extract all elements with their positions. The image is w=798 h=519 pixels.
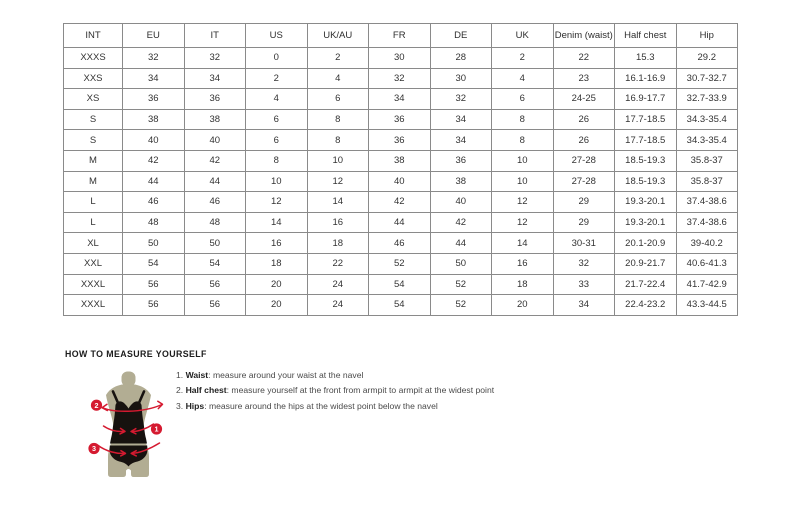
table-cell: 34 xyxy=(184,68,246,89)
table-cell: S xyxy=(64,109,123,130)
header-cell: Half chest xyxy=(615,24,677,48)
table-cell: 41.7-42.9 xyxy=(676,274,738,295)
table-cell: 40 xyxy=(369,171,431,192)
table-cell: 20 xyxy=(492,295,554,316)
table-cell: 24-25 xyxy=(553,89,615,110)
table-row xyxy=(64,274,738,295)
table-cell: XXXS xyxy=(64,48,123,69)
table-cell: 10 xyxy=(492,171,554,192)
table-cell: 54 xyxy=(369,295,431,316)
table-cell: 38 xyxy=(184,109,246,130)
table-cell: 30 xyxy=(369,48,431,69)
badge-2-label: 2 xyxy=(94,400,99,410)
table-cell: 12 xyxy=(307,171,369,192)
table-cell: 18.5-19.3 xyxy=(615,171,677,192)
table-cell: 14 xyxy=(246,212,308,233)
table-cell: 33 xyxy=(553,274,615,295)
measure-step: 3. Hips: measure around the hips at the widest point below the navel xyxy=(176,400,438,411)
table-cell: 27-28 xyxy=(553,150,615,171)
table-cell: 32 xyxy=(553,253,615,274)
table-row xyxy=(64,192,738,213)
table-cell: 54 xyxy=(184,253,246,274)
table-cell: 8 xyxy=(246,150,308,171)
table-cell: XXXL xyxy=(64,295,123,316)
table-row xyxy=(64,233,738,254)
table-cell: 26 xyxy=(553,109,615,130)
table-cell: 32 xyxy=(430,89,492,110)
header-cell: DE xyxy=(430,24,492,48)
badge-3-label: 3 xyxy=(92,444,96,454)
table-cell: 34.3-35.4 xyxy=(676,130,738,151)
table-cell: 46 xyxy=(369,233,431,254)
table-cell: 35.8-37 xyxy=(676,171,738,192)
size-table-body xyxy=(64,48,738,316)
table-cell: L xyxy=(64,212,123,233)
table-cell: 40 xyxy=(123,130,185,151)
table-row xyxy=(64,109,738,130)
table-cell: 56 xyxy=(184,274,246,295)
table-cell: 48 xyxy=(184,212,246,233)
table-cell: XXS xyxy=(64,68,123,89)
table-cell: 52 xyxy=(430,274,492,295)
table-cell: 8 xyxy=(307,130,369,151)
table-cell: 17.7-18.5 xyxy=(615,130,677,151)
table-cell: 4 xyxy=(492,68,554,89)
table-row xyxy=(64,150,738,171)
table-cell: 48 xyxy=(123,212,185,233)
table-cell: 4 xyxy=(246,89,308,110)
table-cell: 56 xyxy=(123,274,185,295)
measure-step: 2. Half chest: measure yourself at the front from armpit to armpit at the widest point xyxy=(176,385,495,396)
table-cell: S xyxy=(64,130,123,151)
header-cell: FR xyxy=(369,24,431,48)
table-cell: 46 xyxy=(184,192,246,213)
badge-1-label: 1 xyxy=(154,424,159,434)
table-row xyxy=(64,253,738,274)
table-cell: 24 xyxy=(307,274,369,295)
measure-section-title: HOW TO MEASURE YOURSELF xyxy=(65,349,207,359)
header-cell: EU xyxy=(123,24,185,48)
table-row xyxy=(64,68,738,89)
table-cell: 18 xyxy=(492,274,554,295)
table-cell: 26 xyxy=(553,130,615,151)
table-cell: 38 xyxy=(430,171,492,192)
table-cell: 34 xyxy=(123,68,185,89)
table-cell: 6 xyxy=(492,89,554,110)
table-cell: 36 xyxy=(369,130,431,151)
table-cell: 50 xyxy=(123,233,185,254)
table-cell: 42 xyxy=(123,150,185,171)
table-cell: 42 xyxy=(184,150,246,171)
table-cell: XS xyxy=(64,89,123,110)
table-cell: M xyxy=(64,150,123,171)
table-cell: L xyxy=(64,192,123,213)
measure-steps xyxy=(176,371,494,417)
table-cell: M xyxy=(64,171,123,192)
table-cell: 30.7-32.7 xyxy=(676,68,738,89)
table-cell: 10 xyxy=(492,150,554,171)
table-cell: 6 xyxy=(246,130,308,151)
table-cell: 36 xyxy=(123,89,185,110)
table-cell: 34 xyxy=(430,109,492,130)
table-cell: 37.4-38.6 xyxy=(676,192,738,213)
table-cell: 54 xyxy=(123,253,185,274)
table-cell: 16.9-17.7 xyxy=(615,89,677,110)
table-cell: 8 xyxy=(307,109,369,130)
table-cell: 38 xyxy=(369,150,431,171)
table-cell: 16 xyxy=(492,253,554,274)
table-cell: 50 xyxy=(184,233,246,254)
table-cell: 43.3-44.5 xyxy=(676,295,738,316)
table-cell: 42 xyxy=(369,192,431,213)
table-cell: 32 xyxy=(123,48,185,69)
table-cell: 18 xyxy=(307,233,369,254)
table-cell: 6 xyxy=(246,109,308,130)
table-cell: 34 xyxy=(369,89,431,110)
table-cell: 16 xyxy=(246,233,308,254)
table-cell: 18.5-19.3 xyxy=(615,150,677,171)
header-cell: INT xyxy=(64,24,123,48)
table-cell: 2 xyxy=(246,68,308,89)
table-cell: 21.7-22.4 xyxy=(615,274,677,295)
table-cell: 42 xyxy=(430,212,492,233)
table-cell: 35.8-37 xyxy=(676,150,738,171)
size-table xyxy=(63,23,738,316)
table-cell: 8 xyxy=(492,130,554,151)
table-row xyxy=(64,48,738,69)
table-cell: 16.1-16.9 xyxy=(615,68,677,89)
header-cell: UK xyxy=(492,24,554,48)
table-cell: 44 xyxy=(369,212,431,233)
table-cell: 56 xyxy=(123,295,185,316)
table-cell: 30 xyxy=(430,68,492,89)
table-cell: 18 xyxy=(246,253,308,274)
header-cell: Denim (waist) xyxy=(553,24,615,48)
size-table-header-row xyxy=(64,24,738,48)
table-cell: 52 xyxy=(430,295,492,316)
table-cell: 16 xyxy=(307,212,369,233)
table-cell: 20 xyxy=(246,274,308,295)
table-cell: 20 xyxy=(246,295,308,316)
table-cell: 34.3-35.4 xyxy=(676,109,738,130)
table-cell: 12 xyxy=(246,192,308,213)
table-cell: 6 xyxy=(307,89,369,110)
table-cell: 23 xyxy=(553,68,615,89)
table-cell: 20.1-20.9 xyxy=(615,233,677,254)
table-cell: 36 xyxy=(369,109,431,130)
table-cell: 0 xyxy=(246,48,308,69)
table-cell: 54 xyxy=(369,274,431,295)
table-cell: 28 xyxy=(430,48,492,69)
table-cell: 34 xyxy=(553,295,615,316)
table-cell: 4 xyxy=(307,68,369,89)
table-cell: XXL xyxy=(64,253,123,274)
table-cell: 52 xyxy=(369,253,431,274)
header-cell: US xyxy=(246,24,308,48)
table-cell: 56 xyxy=(184,295,246,316)
table-cell: 2 xyxy=(307,48,369,69)
table-cell: 40 xyxy=(184,130,246,151)
size-table-head xyxy=(64,24,738,48)
header-cell: Hip xyxy=(676,24,738,48)
table-cell: 15.3 xyxy=(615,48,677,69)
table-cell: 10 xyxy=(307,150,369,171)
table-cell: 27-28 xyxy=(553,171,615,192)
table-cell: 40.6-41.3 xyxy=(676,253,738,274)
table-cell: 2 xyxy=(492,48,554,69)
table-cell: 40 xyxy=(430,192,492,213)
table-cell: 38 xyxy=(123,109,185,130)
table-row xyxy=(64,130,738,151)
table-cell: 12 xyxy=(492,212,554,233)
table-cell: 19.3-20.1 xyxy=(615,192,677,213)
table-cell: 44 xyxy=(184,171,246,192)
table-cell: 20.9-21.7 xyxy=(615,253,677,274)
table-cell: 22.4-23.2 xyxy=(615,295,677,316)
measure-step: 1. Waist: measure around your waist at the navel xyxy=(176,370,364,380)
table-cell: 32.7-33.9 xyxy=(676,89,738,110)
table-cell: 36 xyxy=(430,150,492,171)
table-cell: 30-31 xyxy=(553,233,615,254)
mannequin-figure-icon xyxy=(76,371,181,479)
table-cell: 8 xyxy=(492,109,554,130)
header-cell: IT xyxy=(184,24,246,48)
table-cell: 46 xyxy=(123,192,185,213)
table-cell: 22 xyxy=(553,48,615,69)
table-cell: 29 xyxy=(553,212,615,233)
table-cell: 39-40.2 xyxy=(676,233,738,254)
table-cell: 12 xyxy=(492,192,554,213)
table-cell: XXXL xyxy=(64,274,123,295)
table-cell: 24 xyxy=(307,295,369,316)
table-cell: 19.3-20.1 xyxy=(615,212,677,233)
table-cell: 29.2 xyxy=(676,48,738,69)
table-cell: 34 xyxy=(430,130,492,151)
table-row xyxy=(64,89,738,110)
table-cell: 32 xyxy=(369,68,431,89)
table-cell: 29 xyxy=(553,192,615,213)
table-cell: 36 xyxy=(184,89,246,110)
table-cell: 14 xyxy=(307,192,369,213)
header-cell: UK/AU xyxy=(307,24,369,48)
table-cell: 22 xyxy=(307,253,369,274)
table-cell: 14 xyxy=(492,233,554,254)
table-row xyxy=(64,212,738,233)
table-cell: 10 xyxy=(246,171,308,192)
table-cell: 32 xyxy=(184,48,246,69)
table-cell: 50 xyxy=(430,253,492,274)
table-cell: 17.7-18.5 xyxy=(615,109,677,130)
table-cell: 37.4-38.6 xyxy=(676,212,738,233)
table-cell: XL xyxy=(64,233,123,254)
table-row xyxy=(64,171,738,192)
table-cell: 44 xyxy=(123,171,185,192)
table-row xyxy=(64,295,738,316)
table-cell: 44 xyxy=(430,233,492,254)
